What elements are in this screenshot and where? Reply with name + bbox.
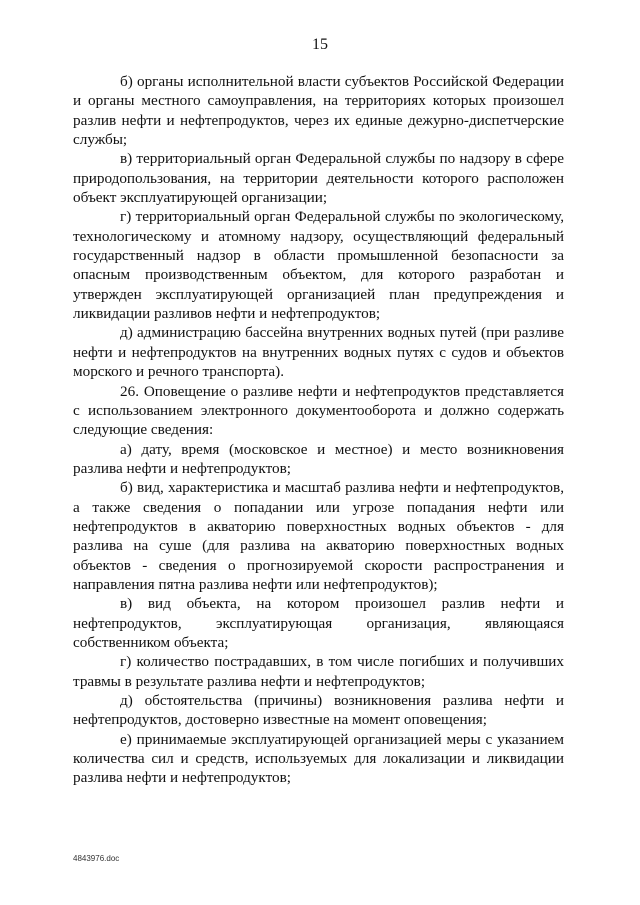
- document-body: [73, 72, 564, 788]
- page-number: 15: [312, 36, 328, 53]
- paragraph-b-type-scale: б) вид, характеристика и масштаб разлива нефти и нефтепродуктов, а также сведения о попадании или угрозе попадания нефти или нефтепродуктов в акваторию поверхностных водных объектов - для разлива на суше (для разлива на акваторию поверхностных водных объектов - сведения о прогнозируемой скорости распространения и направления пятна разлива нефти или нефтепродуктов);: [73, 479, 564, 593]
- paragraph-g-rostekhnadzor: г) территориальный орган Федеральной службы по экологическому, технологическому и атомному надзору, осуществляющий федеральный государственный надзор в области промышленной безопасности за опасным производственным объектом, для которого разработан и утвержден эксплуатирующей организацией план предупреждения и ликвидации разливов нефти и нефтепродуктов;: [73, 208, 564, 323]
- paragraph-a-date-time-place: а) дату, время (московское и местное) и место возникновения разлива нефти и нефтепродуктов;: [73, 440, 564, 477]
- paragraph-g-casualties: г) количество пострадавших, в том числе погибших и получивших травмы в результате разлива нефти и нефтепродуктов;: [73, 653, 564, 690]
- paragraph-d-circumstances: д) обстоятельства (причины) возникновения разлива нефти и нефтепродуктов, достоверно известные на момент оповещения;: [73, 692, 564, 729]
- paragraph-v-rosprirodnadzor: в) территориальный орган Федеральной службы по надзору в сфере природопользования, на территории деятельности которого расположен объект эксплуатирующей организации;: [73, 150, 564, 207]
- paragraph-26-notification: 26. Оповещение о разливе нефти и нефтепродуктов представляется с использованием электронного документооборота и должно содержать следующие сведения:: [73, 382, 564, 439]
- paragraph-b-authorities: б) органы исполнительной власти субъектов Российской Федерации и органы местного самоуправления, на территориях которых произошел разлив нефти и нефтепродуктов, через их единые дежурно-диспетчерские службы;: [73, 73, 564, 149]
- paragraph-e-measures: е) принимаемые эксплуатирующей организацией меры с указанием количества сил и средств, используемых для локализации и ликвидации разлива нефти и нефтепродуктов;: [73, 730, 564, 787]
- paragraph-d-waterways-administration: д) администрацию бассейна внутренних водных путей (при разливе нефти и нефтепродуктов на внутренних водных путях с судов и объектов морского и речного транспорта).: [73, 324, 564, 381]
- document-filename: 4843976.doc: [73, 854, 120, 863]
- paragraph-v-object-type: в) вид объекта, на котором произошел разлив нефти и нефтепродуктов, эксплуатирующая организация, являющаяся собственником объекта;: [73, 595, 564, 651]
